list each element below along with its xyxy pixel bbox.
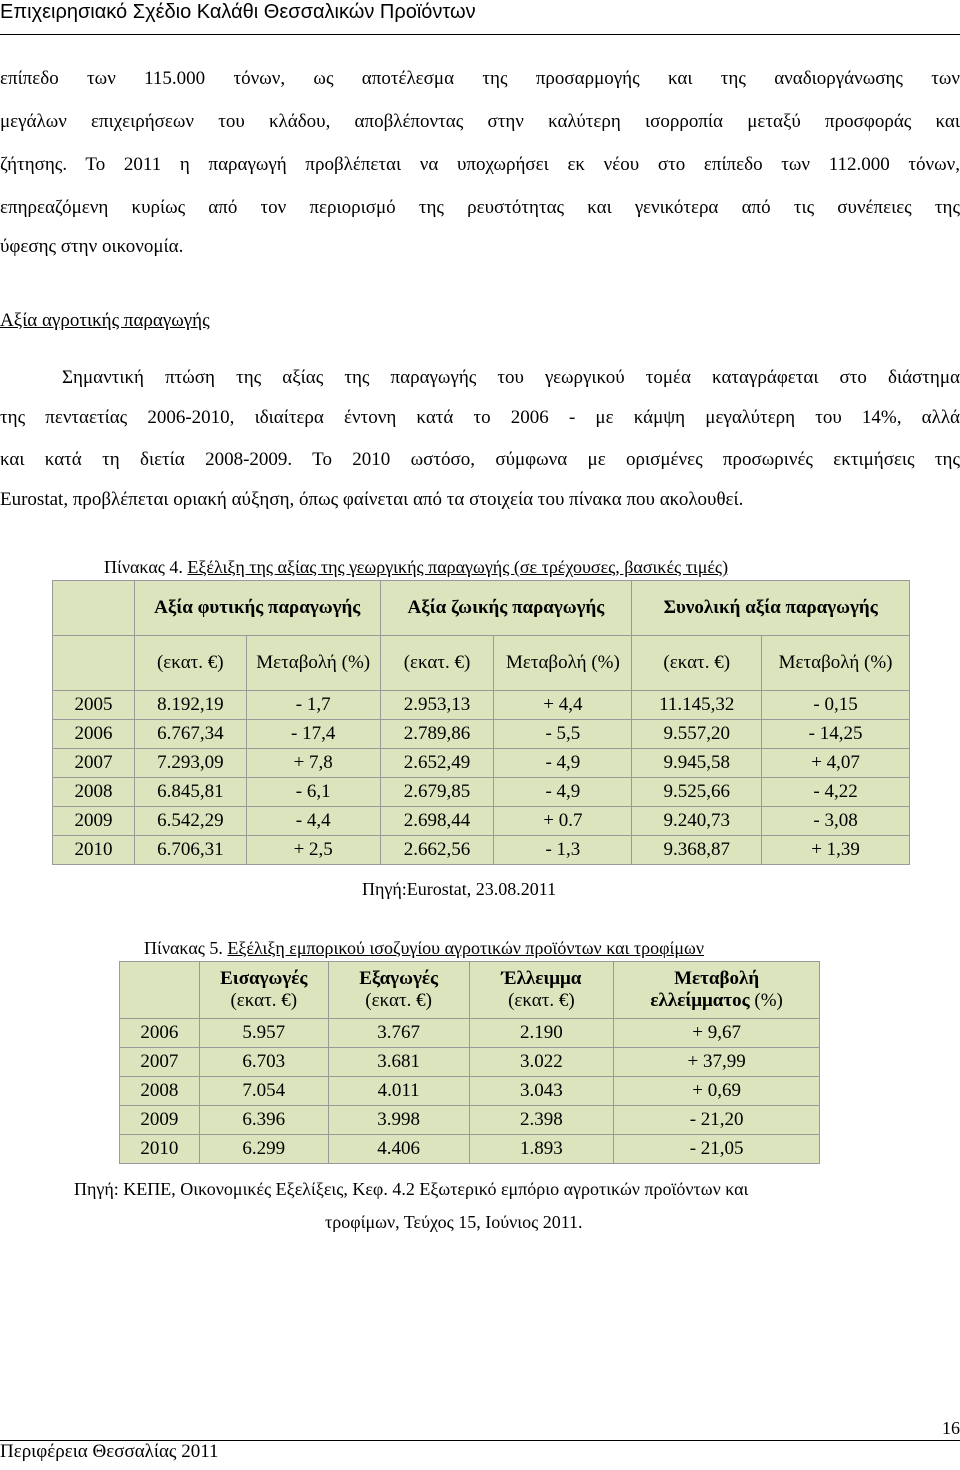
table5-caption-text: Εξέλιξη εμπορικού ισοζυγίου αγροτικών προϊόντων και τροφίμων bbox=[227, 938, 704, 958]
value-cell: + 0,69 bbox=[614, 1077, 820, 1106]
value-cell: - 4,22 bbox=[762, 778, 910, 807]
value-cell: + 2,5 bbox=[246, 836, 380, 865]
value-cell: - 5,5 bbox=[494, 720, 632, 749]
paragraph-line: και κατά τη διετία 2008-2009. Το 2010 ωστόσο, σύμφωνα με ορισμένες προσωρινές εκτιμήσεις της bbox=[0, 449, 960, 470]
table5-header-unit: (%) bbox=[749, 990, 783, 1011]
table4-source: Πηγή:Eurostat, 23.08.2011 bbox=[362, 879, 557, 899]
value-cell: - 21,05 bbox=[614, 1135, 820, 1164]
value-cell: 4.406 bbox=[328, 1135, 469, 1164]
paragraph-line: επίπεδο των 115.000 τόνων, ως αποτέλεσμα της προσαρμογής και της αναδιοργάνωσης των bbox=[0, 68, 960, 89]
value-cell: - 4,9 bbox=[494, 749, 632, 778]
table5-header bbox=[328, 962, 469, 1019]
table5-header bbox=[199, 962, 328, 1019]
value-cell: 2.652,49 bbox=[380, 749, 494, 778]
paragraph-line: ζήτησης. Το 2011 η παραγωγή προβλέπεται να υποχωρήσει εκ νέου στο επίπεδο των 112.000 τόνων, bbox=[0, 154, 960, 175]
value-cell: - 14,25 bbox=[762, 720, 910, 749]
table5 bbox=[119, 961, 820, 1164]
table-row bbox=[53, 720, 910, 749]
value-cell: 11.145,32 bbox=[632, 691, 762, 720]
year-cell: 2006 bbox=[53, 720, 135, 749]
table4-group-header: Συνολική αξία παραγωγής bbox=[632, 581, 910, 636]
value-cell: 2.190 bbox=[469, 1019, 614, 1048]
value-cell: 9.368,87 bbox=[632, 836, 762, 865]
value-cell: 3.767 bbox=[328, 1019, 469, 1048]
table5-header-bold: Μεταβολή bbox=[674, 968, 760, 989]
value-cell: - 6,1 bbox=[246, 778, 380, 807]
value-cell: 6.396 bbox=[199, 1106, 328, 1135]
table5-caption bbox=[144, 938, 704, 959]
year-cell: 2006 bbox=[120, 1019, 200, 1048]
year-cell: 2010 bbox=[53, 836, 135, 865]
table5-source-line: Πηγή: ΚΕΠΕ, Οικονομικές Εξελίξεις, Κεφ. 4.2 Εξωτερικό εμπόριο αγροτικών προϊόντων και bbox=[74, 1179, 749, 1199]
table5-corner bbox=[120, 962, 200, 1019]
value-cell: 8.192,19 bbox=[134, 691, 246, 720]
year-cell: 2007 bbox=[120, 1048, 200, 1077]
year-cell: 2007 bbox=[53, 749, 135, 778]
value-cell: 2.698,44 bbox=[380, 807, 494, 836]
value-cell: + 9,67 bbox=[614, 1019, 820, 1048]
value-cell: 6.703 bbox=[199, 1048, 328, 1077]
value-cell: + 0.7 bbox=[494, 807, 632, 836]
table5-header-bold: Εισαγωγές bbox=[220, 968, 308, 989]
table5-header-unit: (εκατ. €) bbox=[230, 990, 298, 1011]
table5-header bbox=[614, 962, 820, 1019]
table5-source-line: τροφίμων, Τεύχος 15, Ιούνιος 2011. bbox=[325, 1212, 583, 1232]
section-heading: Αξία αγροτικής παραγωγής bbox=[0, 310, 210, 331]
value-cell: 4.011 bbox=[328, 1077, 469, 1106]
value-cell: - 4,9 bbox=[494, 778, 632, 807]
table4-subheader: (εκατ. €) bbox=[134, 636, 246, 691]
table4-subheader: Μεταβολή (%) bbox=[762, 636, 910, 691]
table-row bbox=[120, 1077, 820, 1106]
table4-corner bbox=[53, 636, 135, 691]
table4-group-header: Αξία ζωικής παραγωγής bbox=[380, 581, 632, 636]
value-cell: 9.525,66 bbox=[632, 778, 762, 807]
value-cell: + 7,8 bbox=[246, 749, 380, 778]
value-cell: - 4,4 bbox=[246, 807, 380, 836]
table-row bbox=[120, 1048, 820, 1077]
table5-header-bold: ελλείμματος bbox=[650, 990, 750, 1011]
table4 bbox=[52, 580, 910, 865]
value-cell: - 1,7 bbox=[246, 691, 380, 720]
paragraph-line: της πενταετίας 2006-2010, ιδιαίτερα έντονη κατά το 2006 - με κάμψη μεγαλύτερη του 14%, αλλά bbox=[0, 407, 960, 428]
footer-text: Περιφέρεια Θεσσαλίας 2011 bbox=[0, 1441, 219, 1462]
value-cell: 2.398 bbox=[469, 1106, 614, 1135]
table5-header-bold: Εξαγωγές bbox=[359, 968, 438, 989]
value-cell: - 1,3 bbox=[494, 836, 632, 865]
table-row bbox=[120, 1106, 820, 1135]
table5-header bbox=[469, 962, 614, 1019]
paragraph-line: ύφεσης στην οικονομία. bbox=[0, 236, 184, 257]
value-cell: 7.293,09 bbox=[134, 749, 246, 778]
paragraph-line: επηρεαζόμενη κυρίως από τον περιορισμό της ρευστότητας και γενικότερα από τις συνέπειες της bbox=[0, 197, 960, 218]
table4-subheader: Μεταβολή (%) bbox=[494, 636, 632, 691]
value-cell: - 17,4 bbox=[246, 720, 380, 749]
value-cell: 2.789,86 bbox=[380, 720, 494, 749]
table5-header-unit: (εκατ. €) bbox=[508, 990, 575, 1011]
value-cell: 2.953,13 bbox=[380, 691, 494, 720]
table4-subheader: Μεταβολή (%) bbox=[246, 636, 380, 691]
table-row bbox=[120, 1135, 820, 1164]
year-cell: 2009 bbox=[53, 807, 135, 836]
value-cell: 3.022 bbox=[469, 1048, 614, 1077]
table4-caption-text: Εξέλιξη της αξίας της γεωργικής παραγωγής (σε τρέχουσες, βασικές τιμές) bbox=[187, 557, 729, 577]
value-cell: 2.662,56 bbox=[380, 836, 494, 865]
value-cell: + 37,99 bbox=[614, 1048, 820, 1077]
value-cell: 9.240,73 bbox=[632, 807, 762, 836]
value-cell: 6.299 bbox=[199, 1135, 328, 1164]
value-cell: 6.706,31 bbox=[134, 836, 246, 865]
value-cell: 9.557,20 bbox=[632, 720, 762, 749]
table-row bbox=[53, 807, 910, 836]
year-cell: 2005 bbox=[53, 691, 135, 720]
value-cell: 6.767,34 bbox=[134, 720, 246, 749]
value-cell: 5.957 bbox=[199, 1019, 328, 1048]
year-cell: 2010 bbox=[120, 1135, 200, 1164]
paragraph-line: Σημαντική πτώση της αξίας της παραγωγής του γεωργικού τομέα καταγράφεται στο διάστημα bbox=[62, 367, 960, 388]
table4-caption bbox=[104, 557, 728, 578]
table4-group-header: Αξία φυτικής παραγωγής bbox=[134, 581, 380, 636]
year-cell: 2008 bbox=[120, 1077, 200, 1106]
table4-subheader: (εκατ. €) bbox=[632, 636, 762, 691]
value-cell: - 3,08 bbox=[762, 807, 910, 836]
document-title: Επιχειρησιακό Σχέδιο Καλάθι Θεσσαλικών Προϊόντων bbox=[0, 1, 476, 23]
table-row bbox=[53, 749, 910, 778]
value-cell: - 0,15 bbox=[762, 691, 910, 720]
value-cell: 6.542,29 bbox=[134, 807, 246, 836]
table5-header-bold: Έλλειμμα bbox=[501, 968, 582, 989]
year-cell: 2009 bbox=[120, 1106, 200, 1135]
table5-caption-prefix: Πίνακας 5. bbox=[144, 938, 228, 958]
value-cell: + 1,39 bbox=[762, 836, 910, 865]
year-cell: 2008 bbox=[53, 778, 135, 807]
value-cell: 3.998 bbox=[328, 1106, 469, 1135]
paragraph-line: Eurostat, προβλέπεται οριακή αύξηση, όπως φαίνεται από τα στοιχεία του πίνακα που ακολουθεί. bbox=[0, 489, 744, 510]
value-cell: - 21,20 bbox=[614, 1106, 820, 1135]
page-number: 16 bbox=[942, 1418, 960, 1438]
value-cell: 7.054 bbox=[199, 1077, 328, 1106]
value-cell: 3.681 bbox=[328, 1048, 469, 1077]
table4-corner bbox=[53, 581, 135, 636]
table4-caption-prefix: Πίνακας 4. bbox=[104, 557, 188, 577]
table4-subheader: (εκατ. €) bbox=[380, 636, 494, 691]
table-row bbox=[53, 778, 910, 807]
value-cell: 2.679,85 bbox=[380, 778, 494, 807]
table-row bbox=[53, 691, 910, 720]
value-cell: 9.945,58 bbox=[632, 749, 762, 778]
paragraph-line: μεγάλων επιχειρήσεων του κλάδου, αποβλέποντας στην καλύτερη ισορροπία μεταξύ προσφοράς και bbox=[0, 111, 960, 132]
value-cell: 1.893 bbox=[469, 1135, 614, 1164]
table-row bbox=[53, 836, 910, 865]
table5-header-unit: (εκατ. €) bbox=[365, 990, 432, 1011]
value-cell: 6.845,81 bbox=[134, 778, 246, 807]
value-cell: + 4,07 bbox=[762, 749, 910, 778]
table-row bbox=[120, 1019, 820, 1048]
value-cell: + 4,4 bbox=[494, 691, 632, 720]
value-cell: 3.043 bbox=[469, 1077, 614, 1106]
